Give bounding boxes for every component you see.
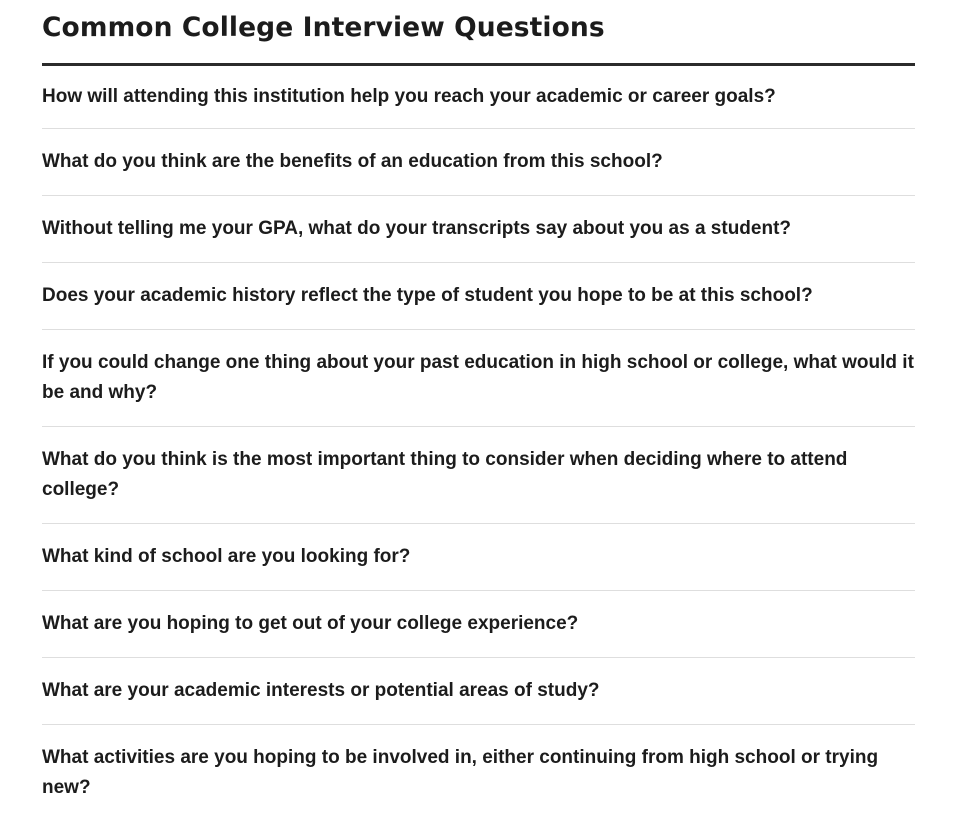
- question-item: What kind of school are you looking for?: [42, 524, 915, 591]
- question-list: [42, 66, 915, 822]
- question-item: What do you think is the most important thing to consider when deciding where to attend college?: [42, 427, 915, 524]
- question-item: Does your academic history reflect the type of student you hope to be at this school?: [42, 263, 915, 330]
- question-item: If you could change one thing about your past education in high school or college, what would it be and why?: [42, 330, 915, 427]
- question-item: Without telling me your GPA, what do your transcripts say about you as a student?: [42, 196, 915, 263]
- page-title: Common College Interview Questions: [42, 12, 605, 43]
- question-item: What are your academic interests or potential areas of study?: [42, 658, 915, 725]
- article-section: [42, 0, 915, 822]
- question-item: How will attending this institution help you reach your academic or career goals?: [42, 66, 915, 129]
- question-item: What do you think are the benefits of an education from this school?: [42, 129, 915, 196]
- question-item: What are you hoping to get out of your college experience?: [42, 591, 915, 658]
- question-item: What activities are you hoping to be involved in, either continuing from high school or trying new?: [42, 747, 879, 798]
